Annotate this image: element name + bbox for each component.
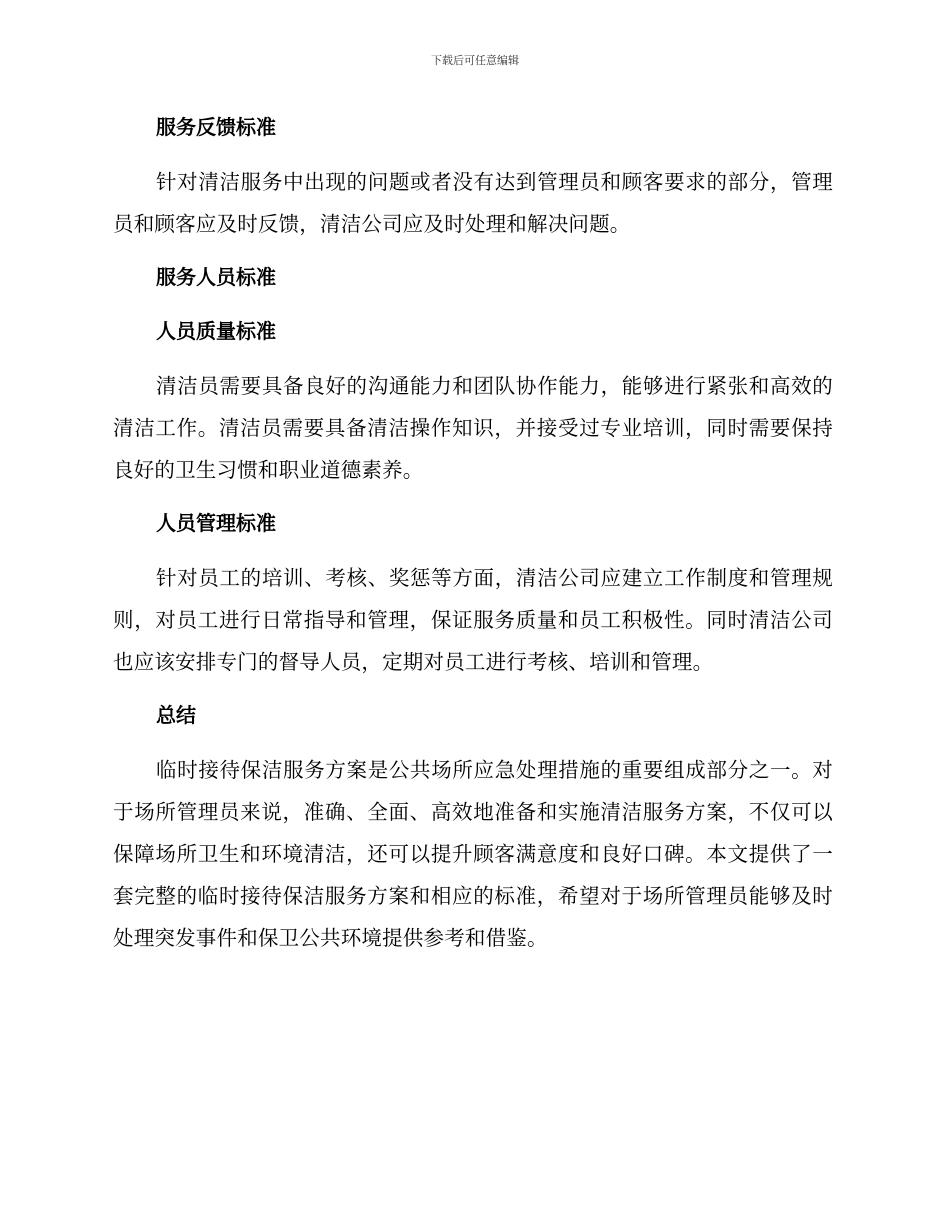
document-body bbox=[113, 107, 833, 971]
section-heading-staff-management-standard: 人员管理标准 bbox=[156, 511, 276, 535]
section-heading-summary: 总结 bbox=[156, 703, 196, 727]
paragraph-feedback-standard: 针对清洁服务中出现的问题或者没有达到管理员和顾客要求的部分，管理员和顾客应及时反馈，清洁公司应及时处理和解决问题。 bbox=[113, 170, 833, 236]
paragraph-staff-management-standard: 针对员工的培训、考核、奖惩等方面，清洁公司应建立工作制度和管理规则，对员工进行日常指导和管理，保证服务质量和员工积极性。同时清洁公司也应该安排专门的督导人员，定期对员工进行考核、培训和管理。 bbox=[113, 566, 833, 674]
section-heading-staff-standard: 服务人员标准 bbox=[156, 265, 276, 289]
header-note: 下载后可任意编辑 bbox=[431, 54, 519, 67]
paragraph-summary: 临时接待保洁服务方案是公共场所应急处理措施的重要组成部分之一。对于场所管理员来说，准确、全面、高效地准备和实施清洁服务方案，不仅可以保障场所卫生和环境清洁，还可以提升顾客满意度和良好口碑。本文提供了一套完整的临时接待保洁服务方案和相应的标准，希望对于场所管理员能够及时处理突发事件和保卫公共环境提供参考和借鉴。 bbox=[113, 758, 833, 950]
section-heading-staff-quality-standard: 人员质量标准 bbox=[156, 319, 276, 343]
section-heading-feedback-standard: 服务反馈标准 bbox=[156, 115, 276, 139]
paragraph-staff-quality-standard: 清洁员需要具备良好的沟通能力和团队协作能力，能够进行紧张和高效的清洁工作。清洁员需要具备清洁操作知识，并接受过专业培训，同时需要保持良好的卫生习惯和职业道德素养。 bbox=[113, 374, 833, 482]
